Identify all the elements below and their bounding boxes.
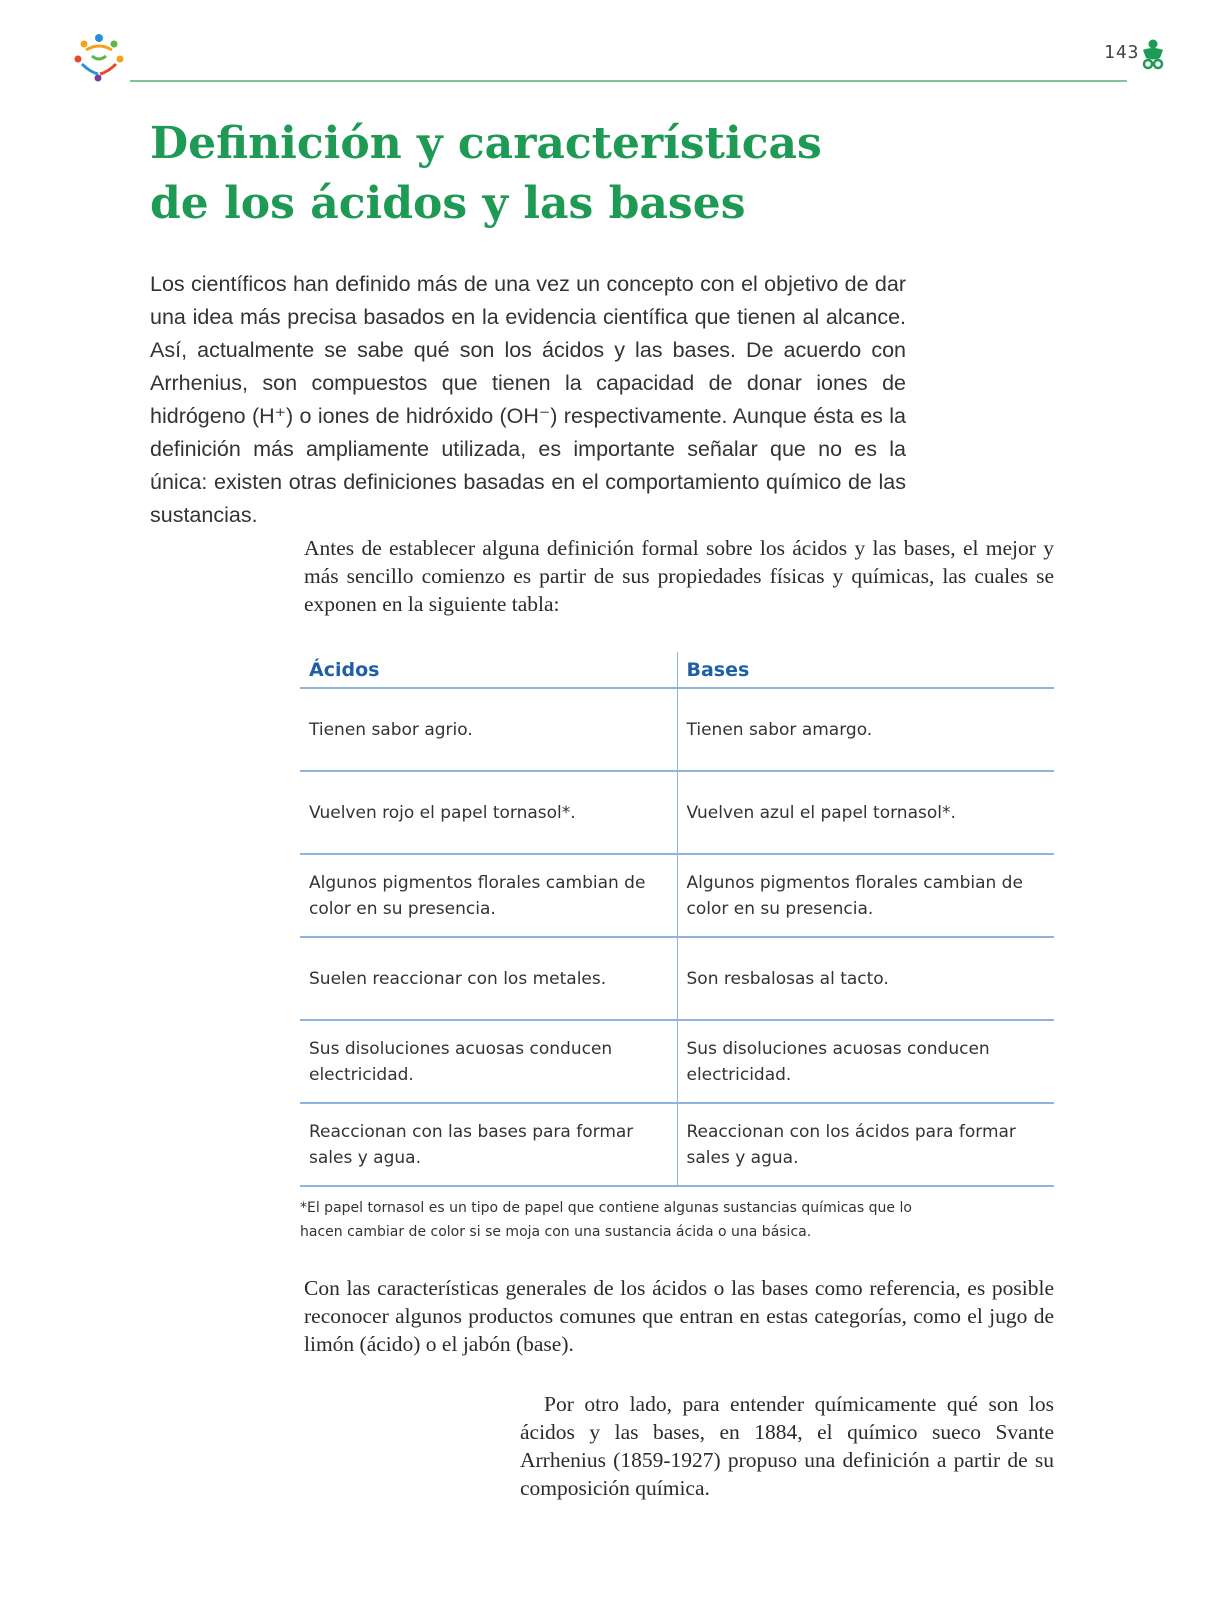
intro-paragraph: Los científicos han definido más de una vez un concepto con el objetivo de dar una idea más precisa basados en la evidencia científica que tienen al alcance. Así, actualmente se sabe qué son los ácidos y las bases. De acuerdo con Arrhenius, son compuestos que tienen la capacidad de donar iones de hidrógeno (H⁺) o iones de hidróxido (OH⁻) respectivamente. Aunque ésta es la definición más ampliamente utilizada, es importante señalar que no es la única: existen otras definiciones basadas en el comportamiento químico de las sustancias. (150, 272, 906, 527)
page-title (150, 114, 910, 234)
column-header-bases: Bases (677, 652, 1054, 688)
table-cell: Sus disoluciones acuosas conducen electricidad. (677, 1020, 1054, 1103)
arrhenius-paragraph: Por otro lado, para entender químicamente qué son los ácidos y las bases, en 1884, el químico sueco Svante Arrhenius (1859-1927) propuso una definición a partir de su composición química. (520, 1392, 1054, 1500)
leaf-figure-icon (1140, 38, 1166, 70)
table-cell: Algunos pigmentos florales cambian de color en su presencia. (677, 854, 1054, 937)
table-row (300, 1103, 1054, 1186)
people-circle-logo-icon (72, 32, 126, 84)
table-row (300, 937, 1054, 1020)
table-footnote: *El papel tornasol es un tipo de papel que contiene algunas sustancias químicas que lo hacen cambiar de color si se moja con una sustancia ácida o una básica. (300, 1200, 912, 1240)
table-cell: Vuelven azul el papel tornasol*. (677, 771, 1054, 854)
table-header-row (300, 652, 1054, 688)
lead-paragraph: Antes de establecer alguna definición formal sobre los ácidos y las bases, el mejor y más sencillo comienzo es partir de sus propiedades físicas y químicas, las cuales se exponen en la siguiente tabla: (304, 536, 1054, 616)
table-cell: Suelen reaccionar con los metales. (300, 937, 677, 1020)
table-cell: Son resbalosas al tacto. (677, 937, 1054, 1020)
table-cell: Tienen sabor amargo. (677, 688, 1054, 771)
table-cell: Reaccionan con las bases para formar sales y agua. (300, 1103, 677, 1186)
table-row (300, 771, 1054, 854)
table-cell: Reaccionan con los ácidos para formar sales y agua. (677, 1103, 1054, 1186)
table-cell: Vuelven rojo el papel tornasol*. (300, 771, 677, 854)
title-line-1: Definición y características (150, 118, 822, 169)
page-number: 143 (1104, 42, 1140, 63)
table-row (300, 688, 1054, 771)
column-header-acids: Ácidos (300, 652, 677, 688)
table-cell: Algunos pigmentos florales cambian de color en su presencia. (300, 854, 677, 937)
table-cell: Tienen sabor agrio. (300, 688, 677, 771)
title-line-2: de los ácidos y las bases (150, 178, 746, 229)
table-cell: Sus disoluciones acuosas conducen electricidad. (300, 1020, 677, 1103)
acids-bases-table (300, 652, 1054, 1187)
table-row (300, 1020, 1054, 1103)
examples-paragraph: Con las características generales de los ácidos o las bases como referencia, es posible reconocer algunos productos comunes que entran en estas categorías, como el jugo de limón (ácido) o el jabón (base). (304, 1276, 1054, 1356)
table-row (300, 854, 1054, 937)
header-rule (130, 80, 1127, 82)
